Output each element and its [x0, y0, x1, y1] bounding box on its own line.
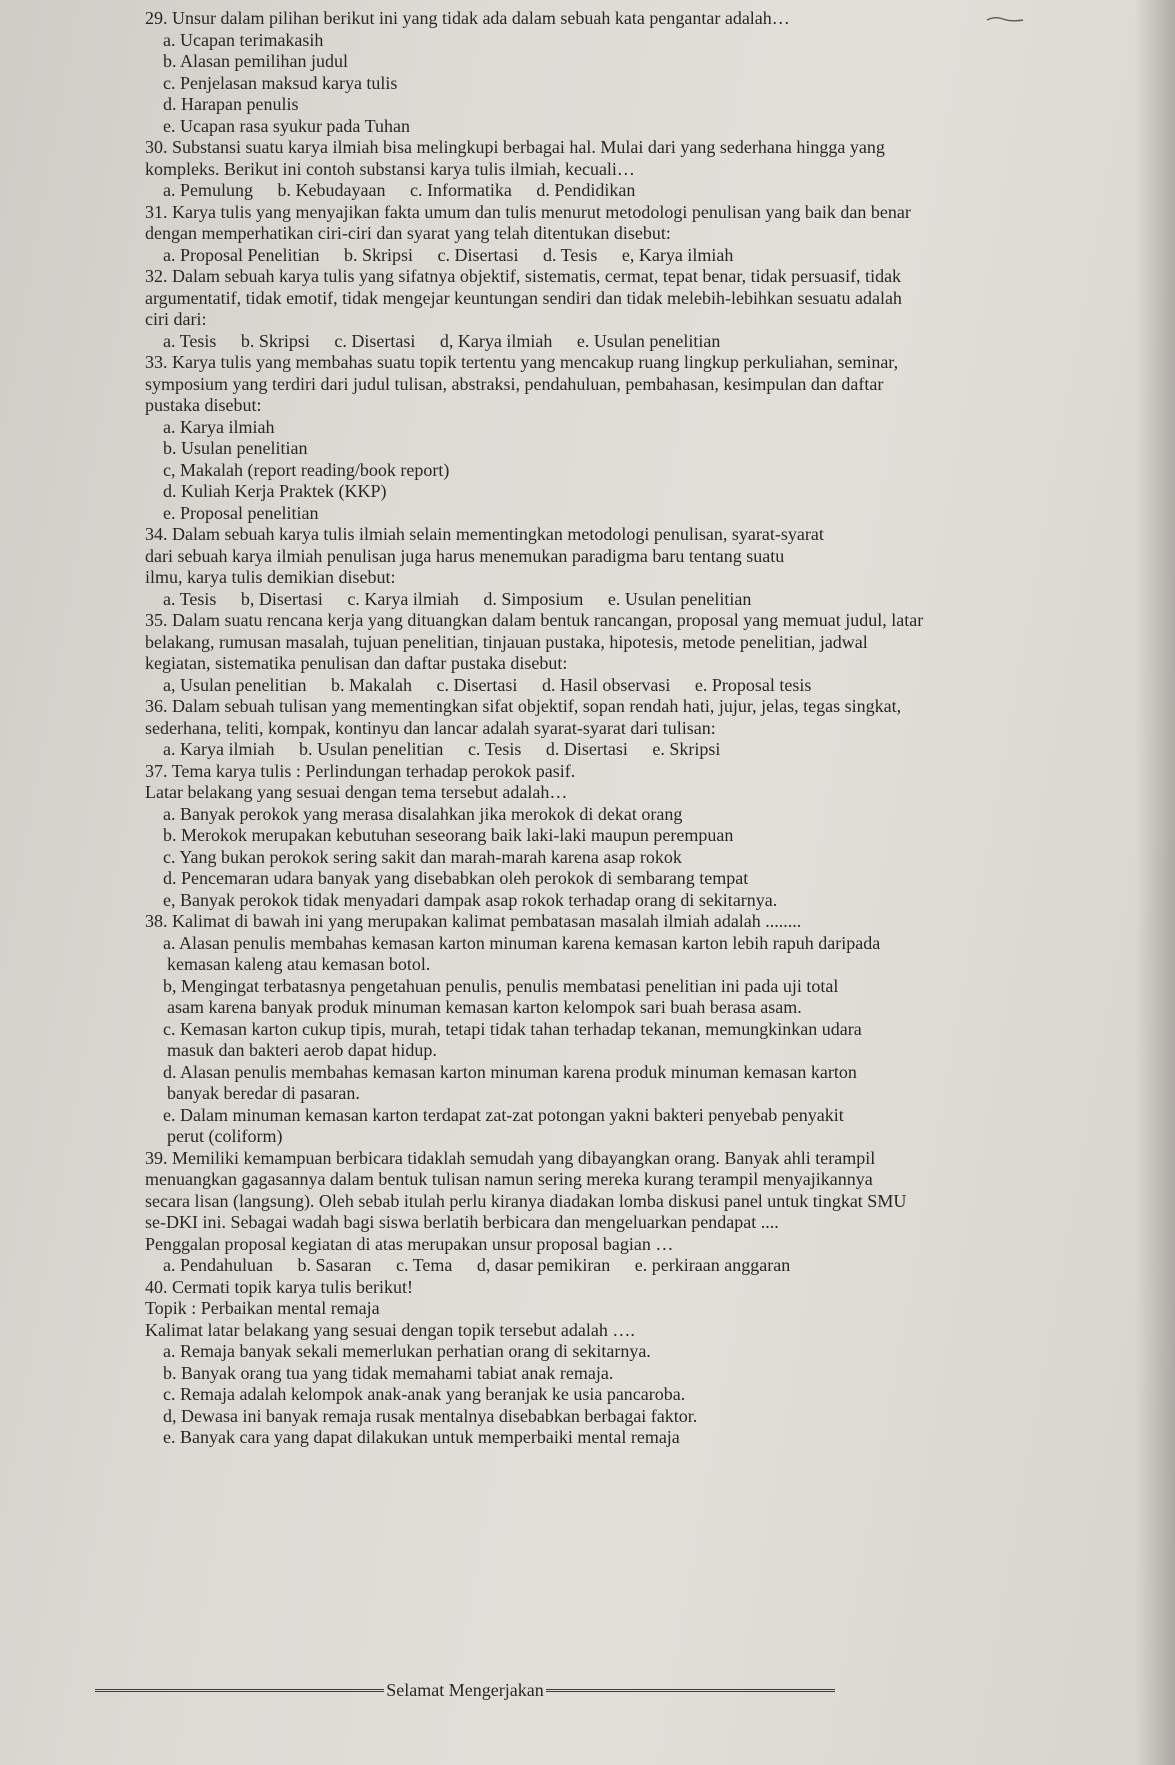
- q37-option-a: a. Banyak perokok yang merasa disalahkan jika merokok di dekat orang: [163, 803, 683, 824]
- q38-option-c-line2: masuk dan bakteri aerob dapat hidup.: [167, 1040, 437, 1060]
- q38-option-e-line2: perut (coliform): [167, 1126, 283, 1146]
- q39-option-d: d, dasar pemikiran: [476, 1255, 611, 1275]
- q40-option-e: e. Banyak cara yang dapat dilakukan untuk memperbaiki mental remaja: [163, 1427, 680, 1447]
- q33-option-e: e. Proposal penelitian: [163, 502, 319, 523]
- question-33-stem-line1: 33. Karya tulis yang membahas suatu topik tertentu yang mencakup ruang lingkup perkuliahan, seminar,: [145, 352, 899, 372]
- q32-option-a: a. Tesis: [163, 330, 217, 351]
- footer-rule-left: [95, 1689, 384, 1692]
- question-39-stem-line1: 39. Memiliki kemampuan berbicara tidaklah semudah yang dibayangkan orang. Banyak ahli terampil: [145, 1147, 876, 1168]
- q29-option-b: b. Alasan pemilihan judul: [163, 51, 348, 71]
- question-33-stem-line3: pustaka disebut:: [145, 395, 262, 415]
- question-37-stem-line1: 37. Tema karya tulis : Perlindungan terhadap perokok pasif.: [145, 760, 576, 781]
- question-37: [145, 761, 1155, 912]
- q34-option-c: c. Karya ilmiah: [347, 588, 459, 609]
- q30-options-row: [163, 180, 1155, 202]
- question-39-stem-line5: Penggalan proposal kegiatan di atas merupakan unsur proposal bagian …: [145, 1233, 674, 1254]
- question-34-stem-line3: ilmu, karya tulis demikian disebut:: [145, 567, 396, 587]
- question-39-stem-line4: se-DKI ini. Sebagai wadah bagi siswa berlatih berbicara dan mengeluarkan pendapat ....: [145, 1212, 779, 1232]
- q36-option-a: a. Karya ilmiah: [163, 739, 275, 759]
- question-31: [145, 202, 1155, 267]
- q39-option-a: a. Pendahuluan: [163, 1255, 273, 1275]
- q35-options-row: [163, 675, 1155, 697]
- q34-option-a: a. Tesis: [163, 588, 217, 609]
- q33-option-b: b. Usulan penelitian: [163, 438, 308, 458]
- question-30-stem-line1: 30. Substansi suatu karya ilmiah bisa melingkupi berbagai hal. Mulai dari yang sederhana hingga yang: [145, 137, 885, 157]
- q39-options-row: [163, 1255, 1155, 1277]
- question-38: [145, 911, 1155, 1148]
- q37-option-c: c. Yang bukan perokok sering sakit dan marah-marah karena asap rokok: [163, 846, 682, 867]
- q29-option-c: c. Penjelasan maksud karya tulis: [163, 72, 398, 93]
- q30-option-a: a. Pemulung: [163, 180, 253, 200]
- q32-option-c: c. Disertasi: [334, 330, 416, 351]
- question-31-stem-line1: 31. Karya tulis yang menyajikan fakta umum dan tulis menurut metodologi penulisan yang baik dan benar: [145, 201, 911, 222]
- q34-option-e: e. Usulan penelitian: [607, 588, 752, 609]
- question-40-topic: Topik : Perbaikan mental remaja: [145, 1298, 380, 1318]
- q33-option-a: a. Karya ilmiah: [163, 416, 275, 437]
- q38-option-d-line1: d. Alasan penulis membahas kemasan karton minuman karena produk minuman kemasan karton: [163, 1061, 857, 1082]
- question-34-stem-line2: dari sebuah karya ilmiah penulisan juga harus menemukan paradigma baru tentang suatu: [145, 545, 785, 566]
- q38-option-c-line1: c. Kemasan karton cukup tipis, murah, tetapi tidak tahan terhadap tekanan, memungkinkan udara: [163, 1018, 862, 1039]
- q30-option-c: c. Informatika: [409, 180, 512, 200]
- question-39: [145, 1148, 1155, 1277]
- footer-text: Selamat Mengerjakan: [386, 1680, 544, 1700]
- question-31-stem-line2: dengan memperhatikan ciri-ciri dan syarat yang telah ditentukan disebut:: [145, 223, 671, 243]
- q32-option-d: d, Karya ilmiah: [439, 330, 553, 351]
- question-30: [145, 137, 1155, 202]
- q34-option-b: b, Disertasi: [240, 588, 323, 609]
- question-35-stem-line3: kegiatan, sistematika penulisan dan daftar pustaka disebut:: [145, 653, 568, 673]
- q40-option-a: a. Remaja banyak sekali memerlukan perhatian orang di sekitarnya.: [163, 1341, 651, 1361]
- q36-option-b: b. Usulan penelitian: [298, 739, 444, 759]
- q30-option-d: d. Pendidikan: [536, 180, 636, 200]
- question-36: [145, 696, 1155, 761]
- q39-option-e: e. perkiraan anggaran: [634, 1255, 791, 1275]
- question-32-stem-line1: 32. Dalam sebuah karya tulis yang sifatnya objektif, sistematis, cermat, tepat benar, tidak persuasif, tidak: [145, 266, 902, 286]
- q29-option-e: e. Ucapan rasa syukur pada Tuhan: [163, 115, 410, 136]
- question-34: [145, 524, 1155, 610]
- question-35: [145, 610, 1155, 696]
- q29-option-a: a. Ucapan terimakasih: [163, 29, 324, 50]
- q40-option-c: c. Remaja adalah kelompok anak-anak yang beranjak ke usia pancaroba.: [163, 1384, 686, 1404]
- question-30-stem-line2: kompleks. Berikut ini contoh substansi karya tulis ilmiah, kecuali…: [145, 158, 635, 179]
- q32-option-b: b. Skripsi: [240, 330, 310, 351]
- q29-option-d: d. Harapan penulis: [163, 94, 299, 114]
- q35-option-b: b. Makalah: [330, 674, 412, 695]
- q34-options-row: [163, 589, 1155, 611]
- question-32-stem-line2: argumentatif, tidak emotif, tidak mengejar keuntungan sendiri dan tidak melebih-lebihkan sesuatu adalah: [145, 287, 902, 308]
- q38-option-e-line1: e. Dalam minuman kemasan karton terdapat zat-zat potongan yakni bakteri penyebab penyakit: [163, 1104, 844, 1125]
- question-35-stem-line2: belakang, rumusan masalah, tujuan penelitian, tinjauan pustaka, hipotesis, metode penelitian, jadwal: [145, 631, 868, 652]
- question-32-stem-line3: ciri dari:: [145, 309, 207, 329]
- question-36-stem-line1: 36. Dalam sebuah tulisan yang mementingkan sifat objektif, sopan rendah hati, jujur, jelas, tegas singkat,: [145, 696, 902, 716]
- q40-option-b: b. Banyak orang tua yang tidak memahami tabiat anak remaja.: [163, 1362, 614, 1383]
- question-34-stem-line1: 34. Dalam sebuah karya tulis ilmiah selain mementingkan metodologi penulisan, syarat-syarat: [145, 524, 824, 544]
- q36-option-e: e. Skripsi: [652, 739, 721, 759]
- question-39-stem-line3: secara lisan (langsung). Oleh sebab itulah perlu kiranya diadakan lomba diskusi panel untuk tingkat SMU: [145, 1190, 907, 1211]
- footer-rule-right: [546, 1689, 835, 1692]
- q36-option-d: d. Disertasi: [545, 739, 628, 759]
- q37-option-d: d. Pencemaran udara banyak yang disebabkan oleh perokok di sembarang tempat: [163, 868, 749, 888]
- q39-option-b: b. Sasaran: [297, 1255, 372, 1275]
- question-29: [145, 8, 1155, 137]
- q38-option-b-line1: b, Mengingat terbatasnya pengetahuan penulis, penulis membatasi penelitian ini pada uji total: [163, 975, 839, 996]
- q35-option-e: e. Proposal tesis: [694, 674, 812, 695]
- q31-option-e: e, Karya ilmiah: [621, 244, 734, 265]
- question-36-stem-line2: sederhana, teliti, kompak, kontinyu dan lancar adalah syarat-syarat dari tulisan:: [145, 717, 716, 738]
- question-32: [145, 266, 1155, 352]
- q35-option-a: a, Usulan penelitian: [163, 674, 307, 695]
- q31-option-d: d. Tesis: [542, 244, 598, 265]
- question-35-stem-line1: 35. Dalam suatu rencana kerja yang dituangkan dalam bentuk rancangan, proposal yang memuat judul, latar: [145, 610, 924, 630]
- question-33-stem-line2: symposium yang terdiri dari judul tulisan, abstraksi, pendahuluan, pembahasan, kesimpulan dan daftar: [145, 373, 884, 394]
- q31-option-a: a. Proposal Penelitian: [163, 244, 320, 265]
- q32-options-row: [163, 331, 1155, 353]
- q32-option-e: e. Usulan penelitian: [576, 330, 721, 351]
- q39-option-c: c. Tema: [395, 1255, 453, 1275]
- question-37-stem-line2: Latar belakang yang sesuai dengan tema tersebut adalah…: [145, 782, 568, 802]
- q35-option-d: d. Hasil observasi: [541, 674, 671, 695]
- q31-options-row: [163, 245, 1155, 267]
- question-29-stem: 29. Unsur dalam pilihan berikut ini yang tidak ada dalam sebuah kata pengantar adalah…: [145, 8, 790, 28]
- question-33: [145, 352, 1155, 524]
- q38-option-a-line1: a. Alasan penulis membahas kemasan karton minuman karena kemasan karton lebih rapuh daripada: [163, 932, 881, 953]
- q37-option-b: b. Merokok merupakan kebutuhan seseorang baik laki-laki maupun perempuan: [163, 825, 734, 845]
- q33-option-c: c, Makalah (report reading/book report): [163, 459, 450, 480]
- question-40: [145, 1277, 1155, 1449]
- question-40-stem-line1: 40. Cermati topik karya tulis berikut!: [145, 1276, 413, 1297]
- q38-option-d-line2: banyak beredar di pasaran.: [167, 1083, 360, 1103]
- q30-option-b: b. Kebudayaan: [277, 180, 386, 200]
- q34-option-d: d. Simposium: [483, 588, 584, 609]
- q36-options-row: [163, 739, 1155, 761]
- q35-option-c: c. Disertasi: [436, 674, 518, 695]
- q31-option-b: b. Skripsi: [343, 244, 413, 265]
- q38-option-a-line2: kemasan kaleng atau kemasan botol.: [167, 954, 431, 974]
- q31-option-c: c. Disertasi: [437, 244, 519, 265]
- footer: [95, 1680, 835, 1701]
- q33-option-d: d. Kuliah Kerja Praktek (KKP): [163, 481, 387, 501]
- question-list: [145, 8, 1155, 1449]
- q40-option-d: d, Dewasa ini banyak remaja rusak mentalnya disebabkan berbagai faktor.: [163, 1405, 698, 1426]
- question-40-stem-line3: Kalimat latar belakang yang sesuai dengan topik tersebut adalah ….: [145, 1319, 635, 1340]
- q37-option-e: e, Banyak perokok tidak menyadari dampak asap rokok terhadap orang di sekitarnya.: [163, 889, 778, 910]
- question-38-stem: 38. Kalimat di bawah ini yang merupakan kalimat pembatasan masalah ilmiah adalah ........: [145, 911, 802, 931]
- q38-option-b-line2: asam karena banyak produk minuman kemasan karton kelompok sari buah berasa asam.: [167, 997, 802, 1017]
- question-39-stem-line2: menuangkan gagasannya dalam bentuk tulisan namun sering mereka kurang terampil menyajikannya: [145, 1169, 873, 1189]
- q36-option-c: c. Tesis: [467, 739, 522, 759]
